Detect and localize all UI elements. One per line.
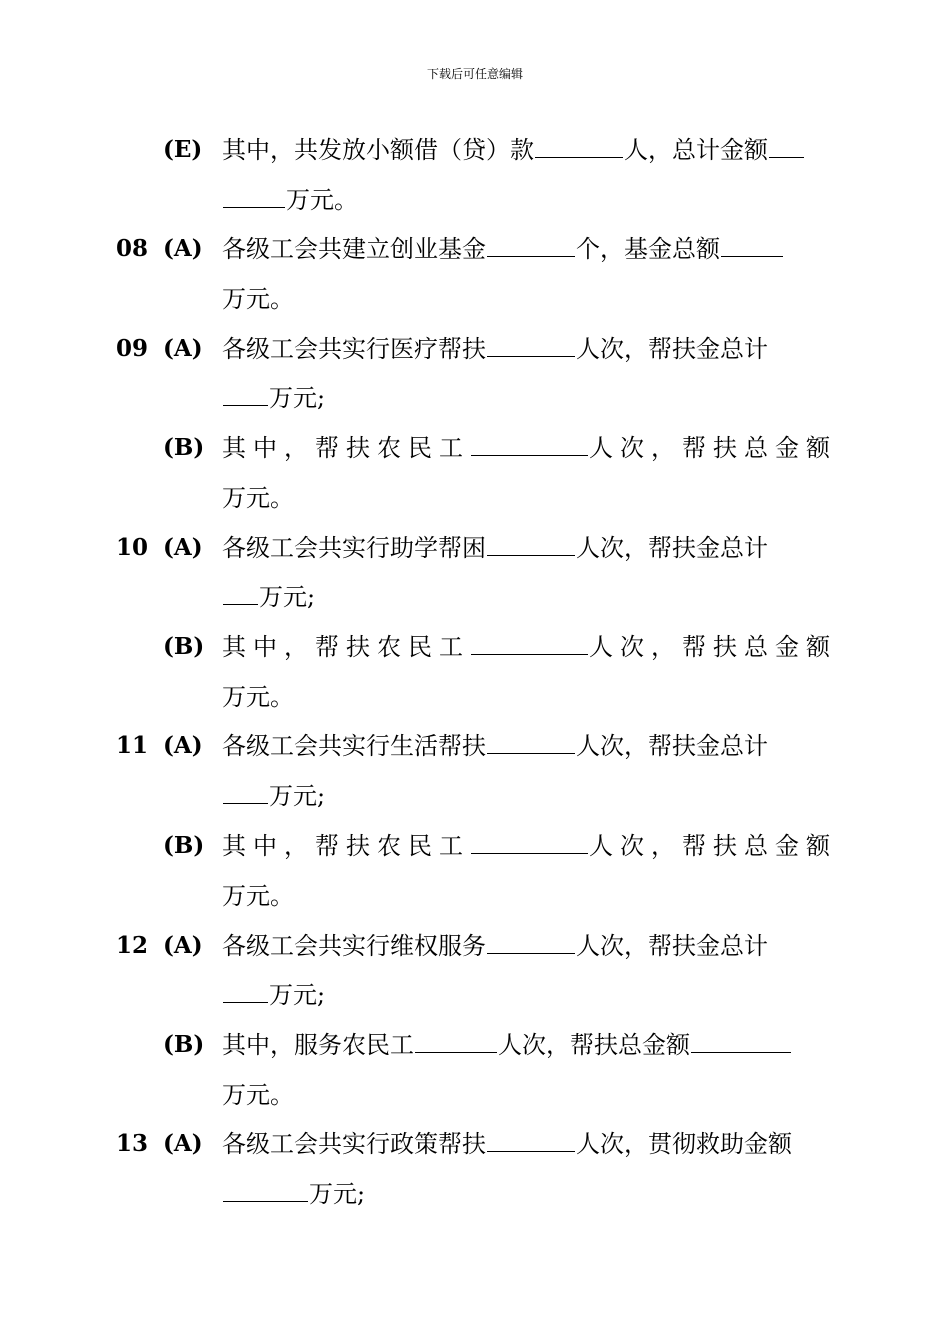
blank-field[interactable] [471, 829, 588, 854]
form-line [0, 630, 950, 664]
item-text: 其中，服务农民工 人次，帮扶总金额 [222, 1028, 792, 1062]
item-text: 万元; [222, 978, 325, 1012]
blank-field[interactable] [487, 729, 575, 754]
item-text: 万元。 [222, 683, 294, 711]
item-label: (B) [163, 633, 205, 660]
item-text: 其中，帮扶农民工 人次，帮扶总金额 [222, 630, 837, 664]
item-text: 万元。 [222, 285, 294, 313]
form-line [0, 779, 950, 813]
item-text: 万元; [222, 779, 325, 813]
blank-field[interactable] [487, 531, 575, 556]
item-text: 万元; [222, 1177, 365, 1211]
blank-field[interactable] [471, 630, 588, 655]
item-label: (A) [163, 235, 203, 262]
form-line [0, 481, 950, 515]
blank-field[interactable] [487, 929, 575, 954]
item-number: 12 [116, 932, 149, 959]
blank-field[interactable] [721, 232, 783, 257]
blank-field[interactable] [487, 232, 575, 257]
blank-field[interactable] [223, 381, 268, 406]
item-text: 各级工会共实行维权服务 人次，帮扶金总计 [222, 929, 768, 963]
form-line [0, 580, 950, 614]
form-line [0, 879, 950, 913]
item-text: 其中，帮扶农民工 人次，帮扶总金额 [222, 431, 837, 465]
item-text: 万元; [222, 580, 315, 614]
form-line [0, 332, 950, 366]
item-number: 08 [116, 235, 149, 262]
item-text: 万元。 [222, 1081, 294, 1109]
form-line [0, 1127, 950, 1161]
form-line [0, 183, 950, 217]
item-label: (A) [163, 932, 203, 959]
form-line [0, 232, 950, 266]
blank-field[interactable] [415, 1028, 497, 1053]
item-text: 万元; [222, 381, 325, 415]
form-line [0, 1177, 950, 1211]
form-line [0, 431, 950, 465]
item-text: 各级工会共建立创业基金 个，基金总额 [222, 232, 784, 266]
item-text: 各级工会共实行生活帮扶 人次，帮扶金总计 [222, 729, 768, 763]
item-number: 13 [116, 1130, 149, 1157]
item-number: 11 [116, 732, 149, 759]
blank-field[interactable] [223, 978, 268, 1003]
form-line [0, 729, 950, 763]
form-line [0, 929, 950, 963]
item-number: 10 [116, 534, 149, 561]
blank-field[interactable] [223, 580, 258, 605]
item-label: (B) [163, 1031, 205, 1058]
item-text: 万元。 [222, 183, 358, 217]
item-label: (B) [163, 434, 205, 461]
blank-field[interactable] [769, 133, 804, 158]
page-header: 下载后可任意编辑 [426, 67, 523, 81]
item-label: (A) [163, 1130, 203, 1157]
blank-field[interactable] [223, 779, 268, 804]
form-line [0, 381, 950, 415]
form-line [0, 133, 950, 167]
form-line [0, 978, 950, 1012]
blank-field[interactable] [535, 133, 623, 158]
item-text: 各级工会共实行医疗帮扶 人次，帮扶金总计 [222, 332, 768, 366]
form-line [0, 680, 950, 714]
blank-field[interactable] [471, 431, 588, 456]
item-label: (E) [163, 136, 203, 163]
blank-field[interactable] [487, 332, 575, 357]
item-label: (A) [163, 732, 203, 759]
blank-field[interactable] [487, 1127, 575, 1152]
form-line [0, 829, 950, 863]
form-line [0, 1078, 950, 1112]
item-label: (B) [163, 832, 205, 859]
form-line [0, 282, 950, 316]
item-text: 各级工会共实行助学帮困 人次，帮扶金总计 [222, 531, 768, 565]
item-label: (A) [163, 534, 203, 561]
blank-field[interactable] [223, 1177, 308, 1202]
item-number: 09 [116, 335, 149, 362]
item-text: 万元。 [222, 882, 294, 910]
item-label: (A) [163, 335, 203, 362]
form-line [0, 531, 950, 565]
blank-field[interactable] [691, 1028, 791, 1053]
item-text: 其中，共发放小额借（贷）款 人，总计金额 [222, 133, 805, 167]
item-text: 万元。 [222, 484, 294, 512]
form-line [0, 1028, 950, 1062]
item-text: 各级工会共实行政策帮扶 人次，贯彻救助金额 [222, 1127, 792, 1161]
item-text: 其中，帮扶农民工 人次，帮扶总金额 [222, 829, 837, 863]
blank-field[interactable] [223, 183, 285, 208]
